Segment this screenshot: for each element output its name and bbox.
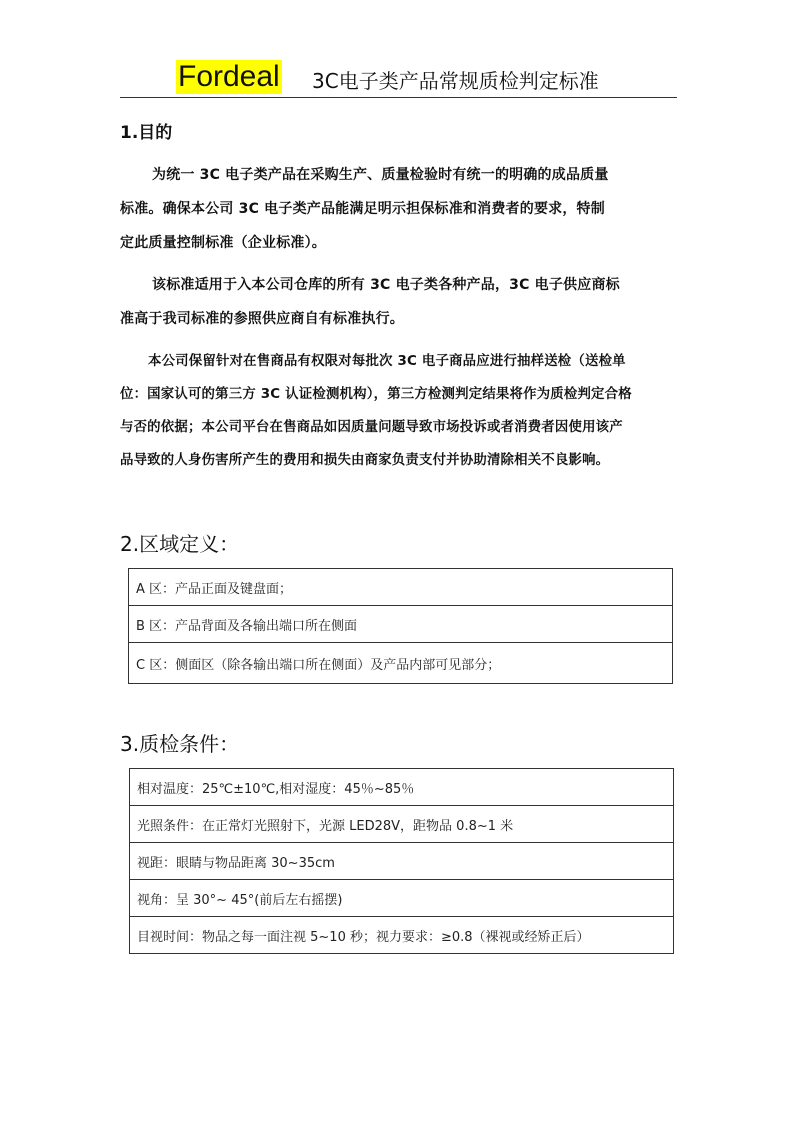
table-cell: 相对温度：25℃±10℃,相对湿度：45％~85％	[130, 769, 674, 806]
table-row	[130, 880, 674, 917]
table-row	[130, 806, 674, 843]
section-heading-area-definition: 2.区域定义：	[120, 532, 240, 556]
paragraph-line: 为统一 3C 电子类产品在采购生产、质量检验时有统一的明确的成品质量	[152, 167, 609, 183]
table-row	[129, 643, 673, 684]
inspection-conditions-table	[129, 768, 674, 954]
page-header	[120, 56, 677, 98]
document-title: 3C电子类产品常规质检判定标准	[312, 69, 599, 93]
paragraph-line: 该标准适用于入本公司仓库的所有 3C 电子类各种产品，3C 电子供应商标	[152, 277, 620, 293]
paragraph-line: 准高于我司标准的参照供应商自有标准执行。	[120, 311, 404, 327]
paragraph-line: 与否的依据；本公司平台在售商品如因质量问题导致市场投诉或者消费者因使用该产	[120, 420, 623, 435]
table-row	[129, 606, 673, 643]
table-row	[130, 917, 674, 954]
table-cell: 视距：眼睛与物品距离 30~35cm	[130, 843, 674, 880]
table-cell: 目视时间：物品之每一面注视 5~10 秒；视力要求：≥0.8（裸视或经矫正后）	[130, 917, 674, 954]
section-heading-inspection-conditions: 3.质检条件：	[120, 732, 240, 756]
table-cell: B 区：产品背面及各输出端口所在侧面	[129, 606, 673, 643]
paragraph-line: 品导致的人身伤害所产生的费用和损失由商家负责支付并协助清除相关不良影响。	[120, 453, 610, 468]
table-cell: A 区：产品正面及键盘面；	[129, 569, 673, 606]
table-row	[129, 569, 673, 606]
paragraph-line: 本公司保留针对在售商品有权限对每批次 3C 电子商品应进行抽样送检（送检单	[148, 354, 626, 369]
table-cell: 视角：呈 30°~ 45°(前后左右摇摆)	[130, 880, 674, 917]
table-cell: 光照条件：在正常灯光照射下，光源 LED28V，距物品 0.8~1 米	[130, 806, 674, 843]
paragraph-line: 定此质量控制标准（企业标准）。	[120, 235, 326, 251]
purpose-paragraph-2	[120, 268, 670, 336]
table-row	[130, 843, 674, 880]
purpose-paragraph-1	[120, 158, 670, 260]
paragraph-line: 位：国家认可的第三方 3C 认证检测机构），第三方检测判定结果将作为质检判定合格	[120, 387, 632, 402]
brand-logo: Fordeal	[178, 60, 280, 93]
area-definition-table	[128, 568, 673, 684]
paragraph-line: 标准。确保本公司 3C 电子类产品能满足明示担保标准和消费者的要求，特制	[120, 201, 605, 217]
section-heading-purpose: 1.目的	[120, 123, 173, 143]
purpose-paragraph-3	[120, 345, 670, 477]
table-cell: C 区：侧面区（除各输出端口所在侧面）及产品内部可见部分；	[129, 643, 673, 684]
table-row	[130, 769, 674, 806]
